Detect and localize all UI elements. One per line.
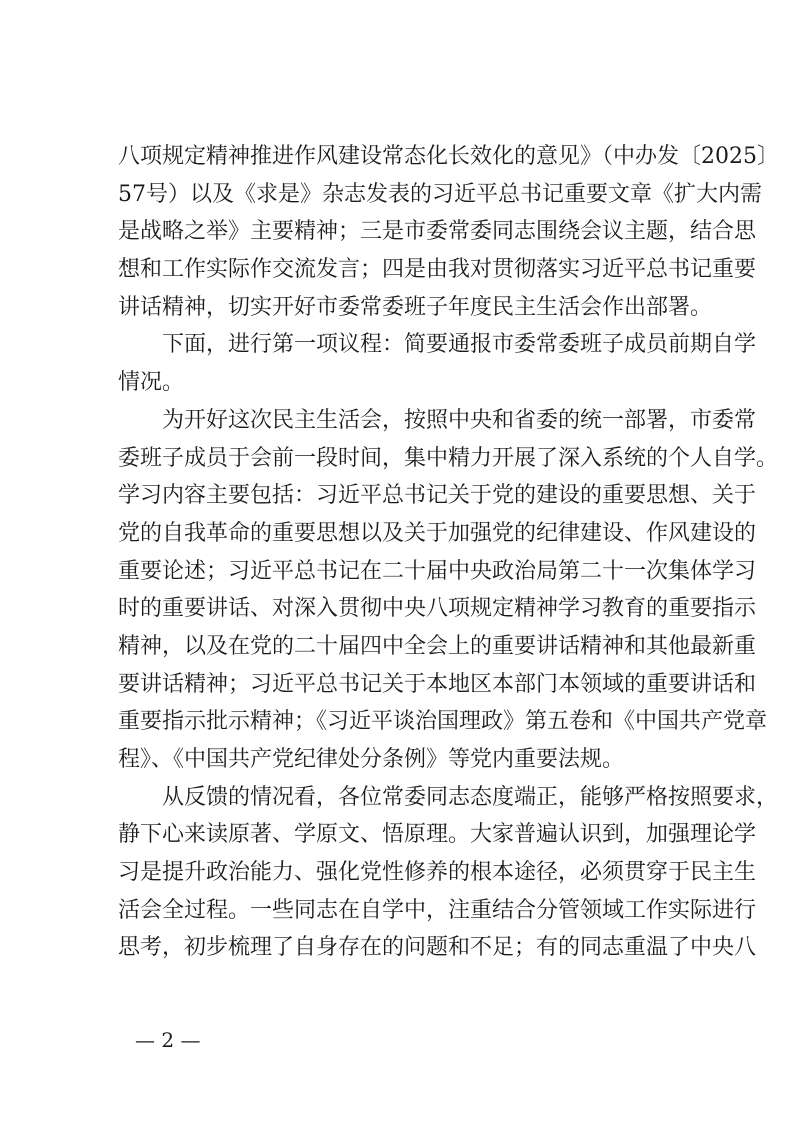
text-line: 时的重要讲话、对深入贯彻中央八项规定精神学习教育的重要指示 [118,596,757,622]
text-line: 为开好这次民主生活会，按照中央和省委的统一部署，市委常 [162,407,757,433]
text-line: 思考，初步梳理了自身存在的问题和不足；有的同志重温了中央八 [118,935,757,961]
text-line: 重要指示批示精神；《习近平谈治国理政》第五卷和《中国共产党章 [118,709,768,735]
text-line: 讲话精神，切实开好市委常委班子年度民主生活会作出部署。 [118,294,713,320]
text-line: 党的自我革命的重要思想以及关于加强党的纪律建设、作风建设的 [118,520,757,546]
text-line: 想和工作实际作交流发言；四是由我对贯彻落实习近平总书记重要 [118,257,757,283]
text-line: 要讲话精神；习近平总书记关于本地区本部门本领域的重要讲话和 [118,671,757,697]
text-line: 57号）以及《求是》杂志发表的习近平总书记重要文章《扩大内需 [118,181,762,207]
text-line: 活会全过程。一些同志在自学中，注重结合分管领域工作实际进行 [118,897,757,923]
text-line: 精神，以及在党的二十届四中全会上的重要讲话精神和其他最新重 [118,633,757,659]
text-line: 从反馈的情况看，各位常委同志态度端正，能够严格按照要求， [162,784,779,810]
document-body [118,138,779,967]
text-line: 习是提升政治能力、强化党性修养的根本途径，必须贯穿于民主生 [118,860,757,886]
text-line: 情况。 [118,370,185,396]
text-line: 委班子成员于会前一段时间，集中精力开展了深入系统的个人自学。 [118,445,779,471]
text-line: 学习内容主要包括：习近平总书记关于党的建设的重要思想、关于 [118,483,757,509]
text-line: 下面，进行第一项议程：简要通报市委常委班子成员前期自学 [162,332,757,358]
text-line: 静下心来读原著、学原文、悟原理。大家普遍认识到，加强理论学 [118,822,757,848]
text-line: 是战略之举》主要精神；三是市委常委同志围绕会议主题，结合思 [118,219,757,245]
text-line: 八项规定精神推进作风建设常态化长效化的意见》（中办发〔2025〕 [118,144,779,169]
text-line: 重要论述；习近平总书记在二十届中央政治局第二十一次集体学习 [118,558,757,584]
text-line: 程》、《中国共产党纪律处分条例》等党内重要法规。 [118,747,625,772]
page-number: — 2 — [135,1028,201,1052]
